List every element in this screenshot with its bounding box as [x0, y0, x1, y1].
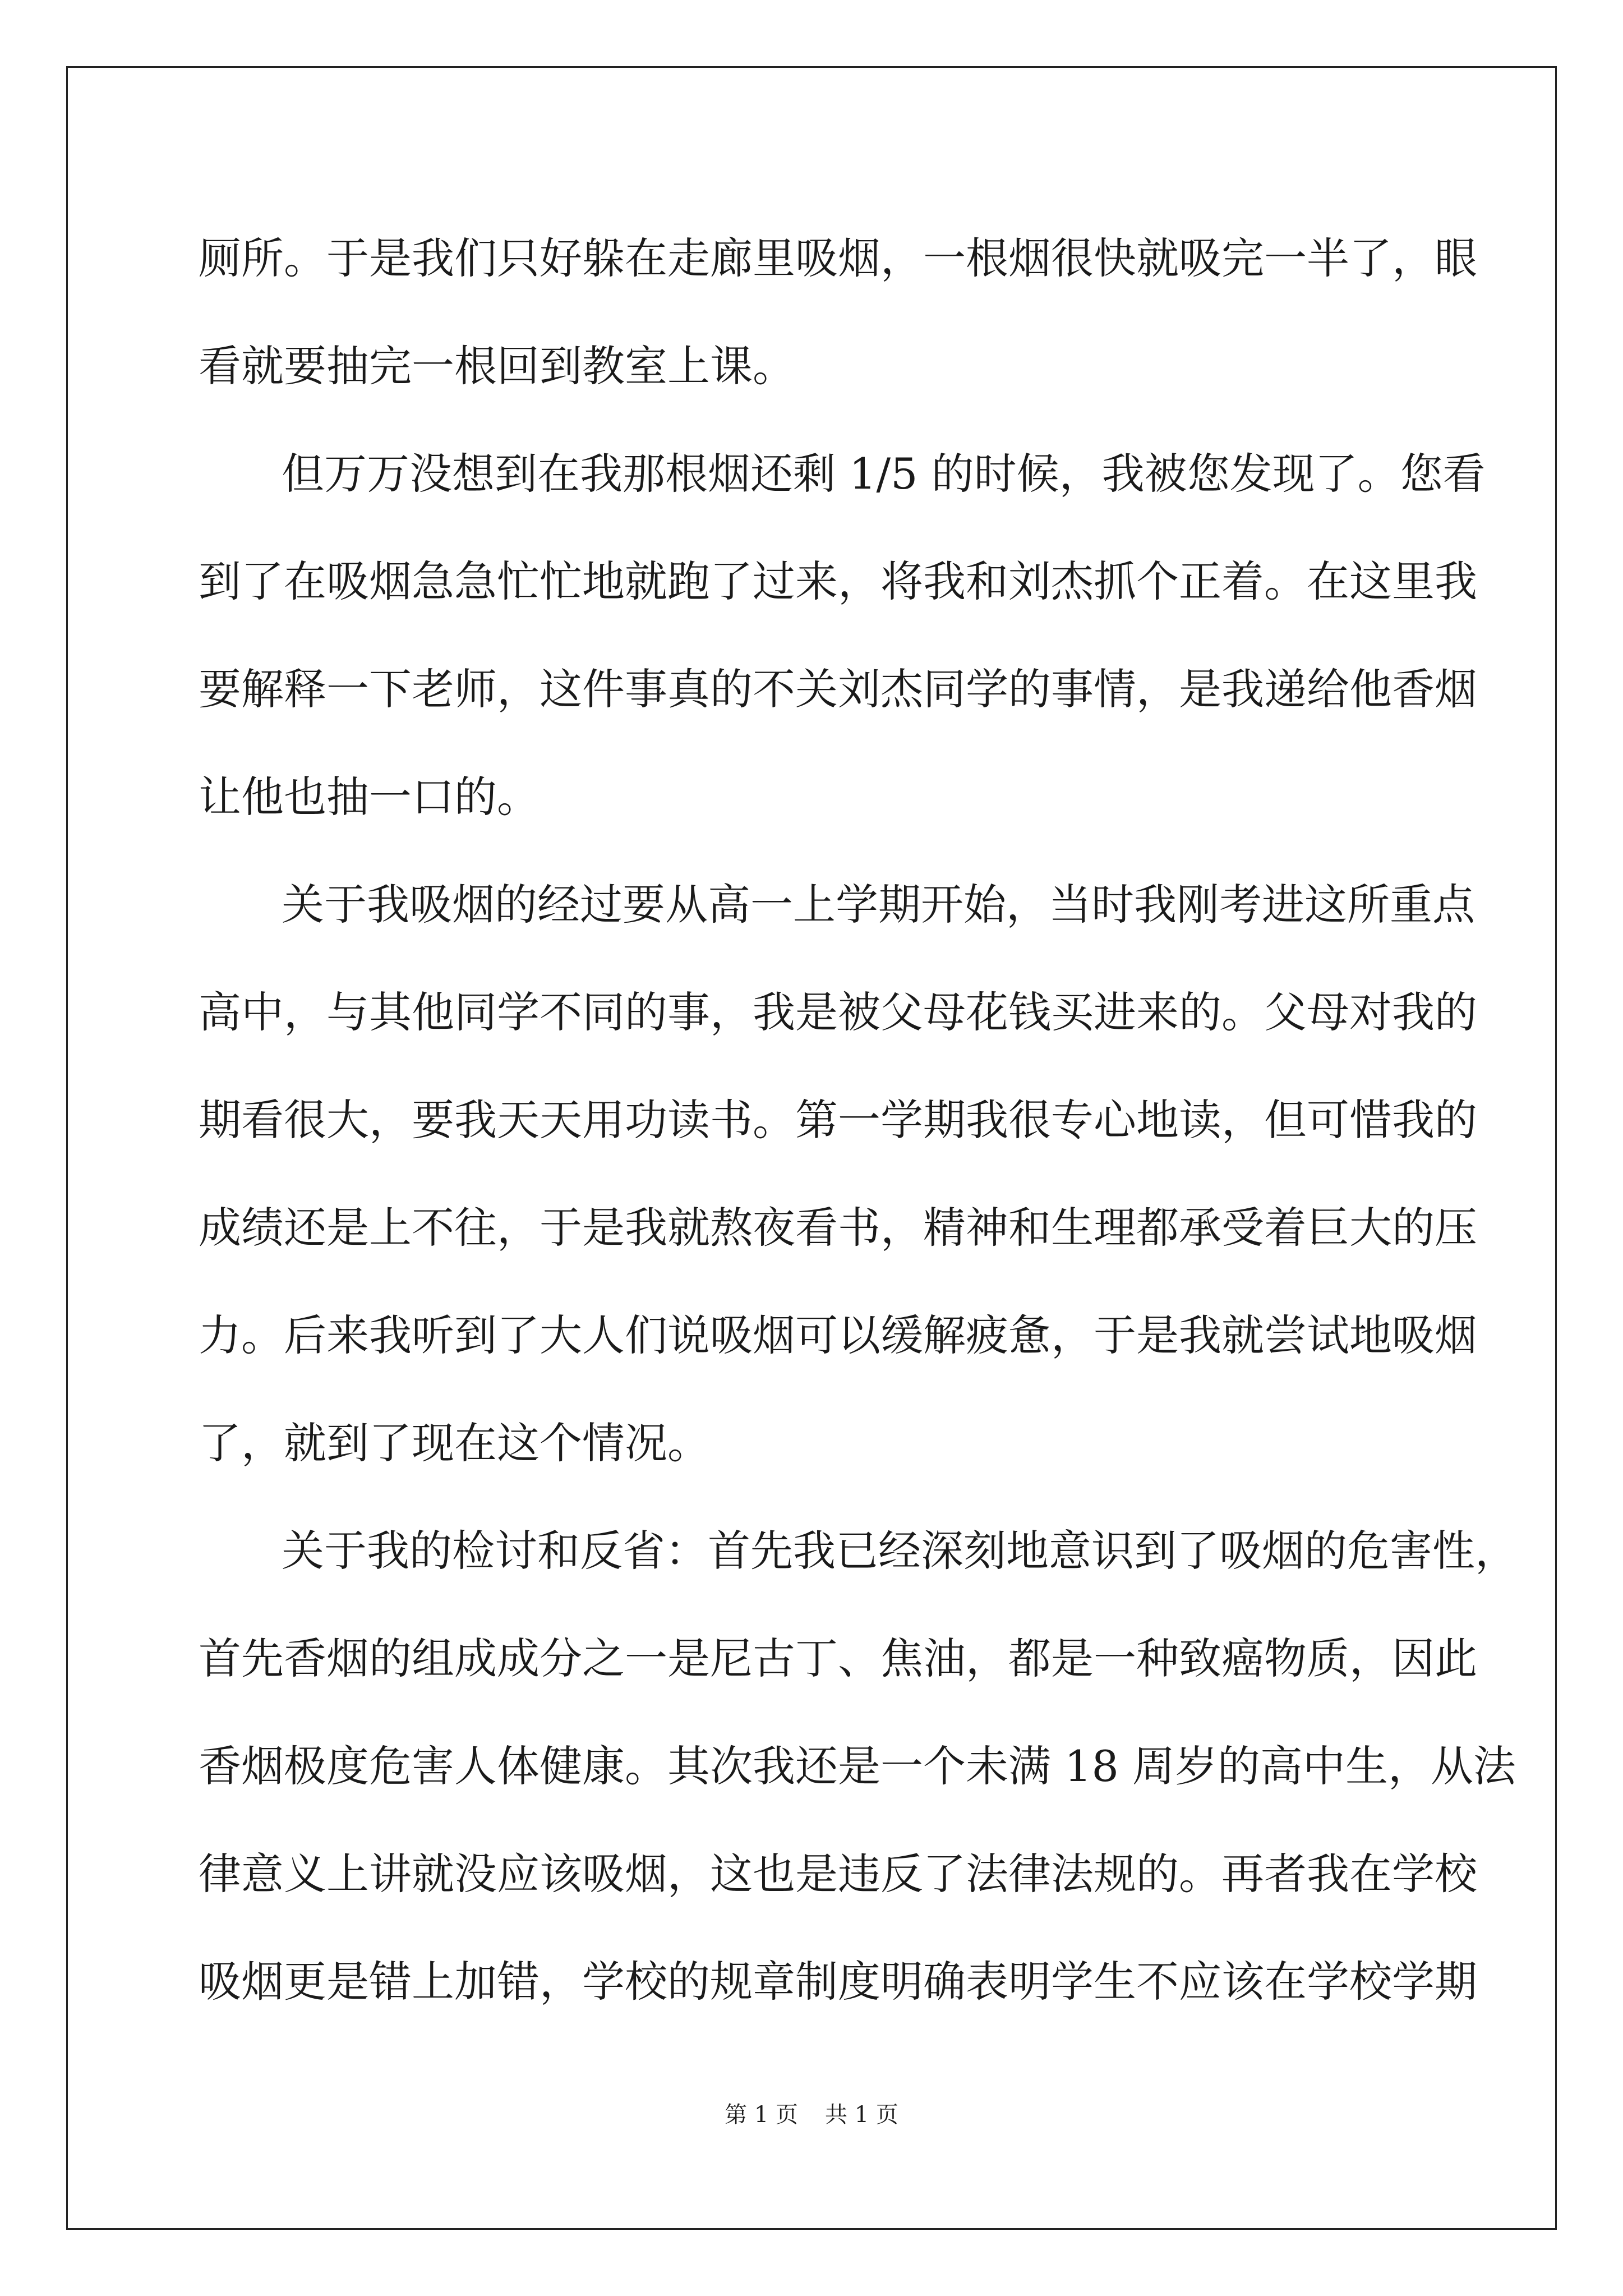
page-number-current: 第 1 页: [725, 2102, 798, 2128]
text-line: 到了在吸烟急急忙忙地就跑了过来，将我和刘杰抓个正着。在这里我: [199, 556, 1477, 606]
page-number-total: 共 1 页: [825, 2102, 898, 2128]
paragraph-first-line: 关于我的检讨和反省：首先我已经深刻地意识到了吸烟的危害性，: [282, 1526, 1518, 1576]
text-line: 力。后来我听到了大人们说吸烟可以缓解疲惫，于是我就尝试地吸烟: [199, 1310, 1477, 1360]
text-line: 律意义上讲就没应该吸烟，这也是违反了法律法规的。再者我在学校: [199, 1849, 1477, 1899]
page-footer: [0, 2098, 1623, 2132]
text-line: 让他也抽一口的。: [199, 772, 540, 822]
text-line: 香烟极度危害人体健康。其次我还是一个未满 18 周岁的高中生，从法: [199, 1741, 1516, 1791]
text-line: 首先香烟的组成成分之一是尼古丁、焦油，都是一种致癌物质，因此: [199, 1634, 1477, 1683]
document-body: [199, 205, 1518, 2036]
text-line: 了，就到了现在这个情况。: [199, 1418, 710, 1468]
text-line: 期看很大，要我天天用功读书。第一学期我很专心地读，但可惜我的: [199, 1095, 1477, 1145]
text-line: 看就要抽完一根回到教室上课。: [199, 341, 795, 391]
text-line: 高中，与其他同学不同的事，我是被父母花钱买进来的。父母对我的: [199, 987, 1477, 1037]
text-line: 吸烟更是错上加错，学校的规章制度明确表明学生不应该在学校学期: [199, 1957, 1477, 2007]
text-line: 要解释一下老师，这件事真的不关刘杰同学的事情，是我递给他香烟: [199, 664, 1477, 714]
paragraph-first-line: 关于我吸烟的经过要从高一上学期开始，当时我刚考进这所重点: [282, 880, 1475, 930]
text-line: 成绩还是上不往，于是我就熬夜看书，精神和生理都承受着巨大的压: [199, 1203, 1477, 1253]
paragraph-first-line: 但万万没想到在我那根烟还剩 1/5 的时候，我被您发现了。您看: [282, 449, 1486, 499]
text-line: 厕所。于是我们只好躲在走廊里吸烟，一根烟很快就吸完一半了，眼: [199, 233, 1477, 283]
